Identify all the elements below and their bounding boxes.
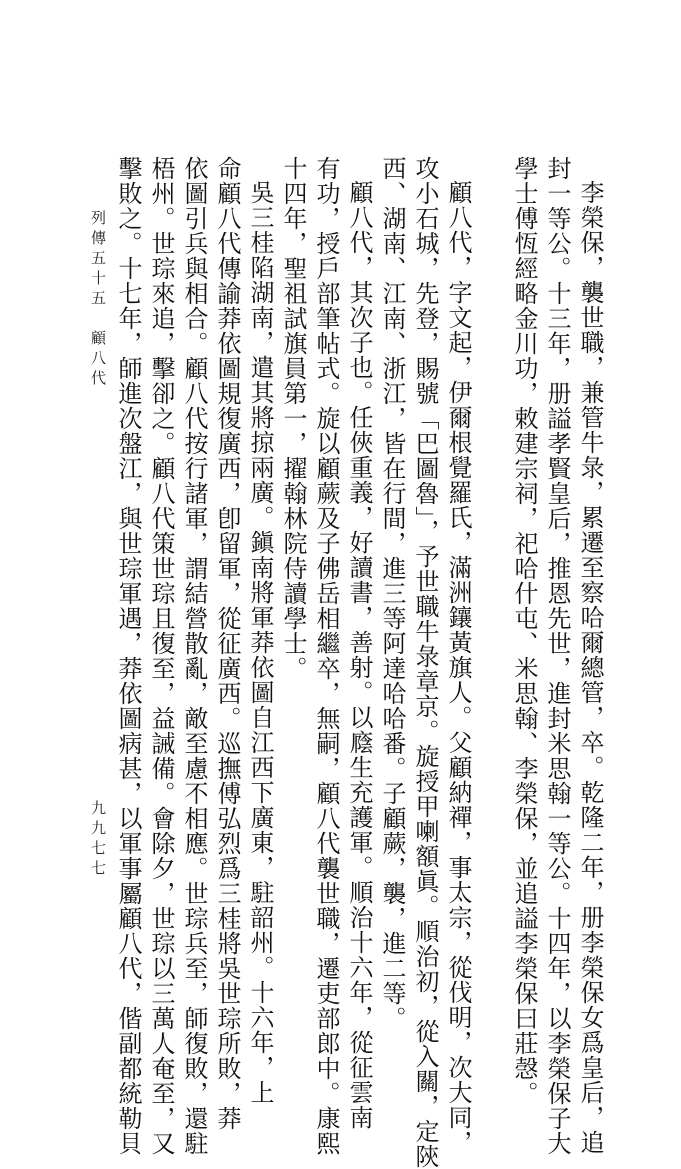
text-column: 李榮保，襲世職，兼管牛彔，累遷至察哈爾總管，卒。乾隆二年，册李榮保女爲皇后，追 (576, 180, 604, 1155)
text-column: 擊敗之。十七年，師進次盤江，與世琮軍遇，莽依圖病甚，以軍事屬顧八代，偕副都統勒貝 (114, 156, 142, 1156)
text-column: 吳三桂陷湖南，遣其將掠兩廣。鎭南將軍莽依圖自江西下廣東，駐韶州。十六年，上 (246, 180, 274, 1105)
text-column: 顧八代，字文起，伊爾根覺羅氏，滿洲鑲黃旗人。父顧納禪，事太宗，從伐明，次大同， (444, 180, 472, 1155)
text-column: 學士傅恆經略金川功，敕建宗祠，祀哈什屯、米思翰、李榮保，並追謚李榮保曰莊愨。 (510, 156, 538, 1106)
text-column: 梧州。世琮來追，擊卻之。顧八代策世琮且復至，益誡備。會除夕，世琮以三萬人奄至，又 (147, 156, 175, 1156)
page-number: 九九七七 (89, 800, 107, 880)
running-header: 列傳五十五 顧八代 (89, 210, 107, 390)
text-column: 有功，授戶部筆帖式。旋以顧蕨及子佛岳相繼卒，無嗣，顧八代襲世職，遷吏部郎中。康熙 (312, 156, 340, 1156)
text-column: 命顧八代傳諭莽依圖規復廣西，卽留軍，從征廣西。巡撫傅弘烈爲三桂將吳世琮所敗，莽 (213, 156, 241, 1131)
text-column: 西、湖南、江南、浙江，皆在行間，進三等阿達哈哈番。子顧蕨，襲，進二等。 (378, 156, 406, 1031)
text-column: 攻小石城，先登，賜號「巴圖魯」，予世職牛彔章京。旋授甲喇額眞。順治初，從入關，定陝 (411, 156, 439, 1169)
text-column: 顧八代，其次子也。任俠重義，好讀書，善射。以廕生充護軍。順治十六年，從征雲南 (345, 180, 373, 1130)
text-column: 十四年，聖祖試旗員第一，擢翰林院侍讀學士。 (279, 156, 307, 681)
text-column: 封一等公。十三年，册謚孝賢皇后，推恩先世，進封米思翰一等公。十四年，以李榮保子大 (543, 156, 571, 1156)
text-column: 依圖引兵與相合。顧八代按行諸軍，謂結營散亂，敵至慮不相應。世琮兵至，師復敗，還駐 (180, 156, 208, 1156)
